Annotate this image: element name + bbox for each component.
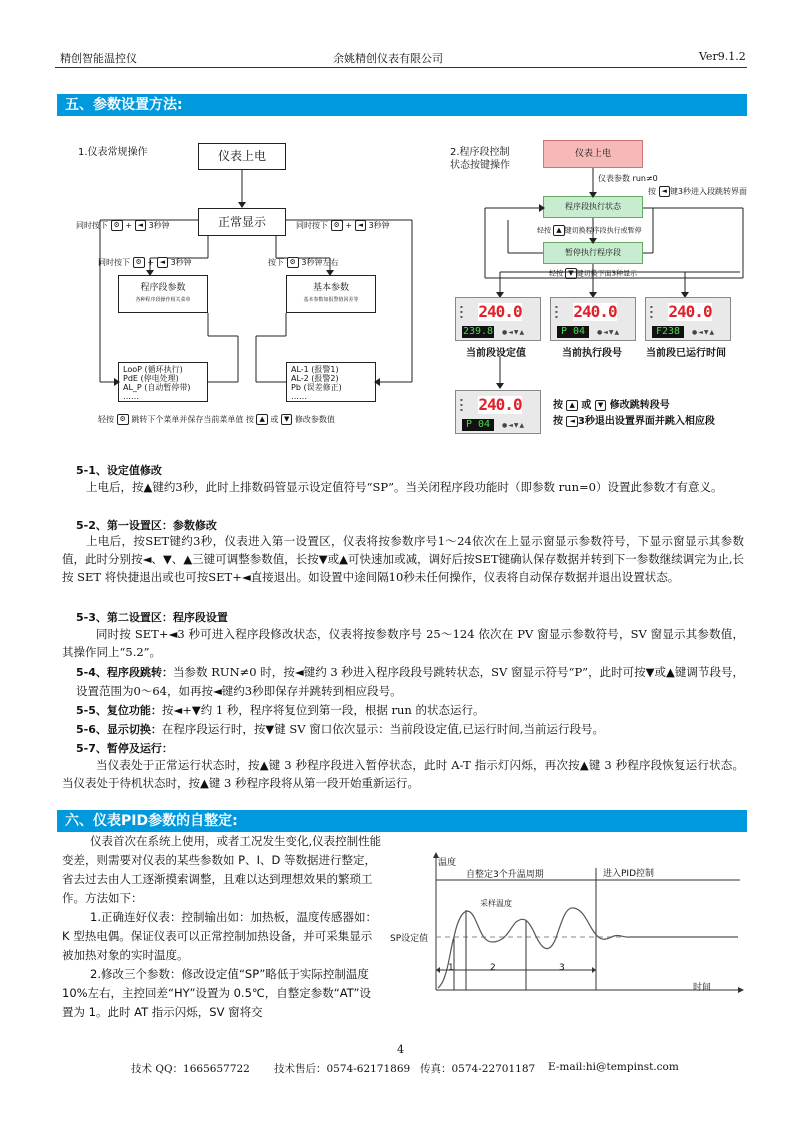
lcd-segment-top: 240.0 [573,302,617,321]
pause-state-box: 暂停执行程序段 [543,242,643,264]
lcd-elapsed-bottom: F238 [652,326,684,338]
diagram1-footer [98,414,335,425]
set-key-icon: ⚙ [287,257,299,268]
section6-title: 六、仪表PID参数的自整定: [57,810,747,832]
dim-arrow [592,967,596,973]
item-5-5-text: 按◄+▼约 1 秒，程序将复位到第一段，根据 run 的状态运行。 [161,703,485,717]
footer-support: 技术售后：0574-62171869 [274,1063,411,1075]
item-5-5 [76,701,744,720]
key-line2-a: 按 [553,416,563,427]
footer-text-b: 跳转下个菜单并保存当前菜单值 按 [131,415,254,424]
lcd-keys: ●◄▼▲ [502,329,526,336]
lcd-indicators: ▪ ▪ ▪ [650,304,653,319]
hint-mid-left: 同时按下 ⚙ + ◄ 3秒钟 [98,258,192,267]
footer-email: E-mail:hi@tempinst.com [548,1061,679,1073]
down-key-icon: ▼ [595,400,606,411]
basic-params-title: 基本参数 [312,283,349,293]
section6-p3: 2.修改三个参数：修改设定值“SP”略低于实际控制温度 10%左右，主控回差“HY”设置为 0.5℃，自整定参数“AT”设置为 1。此时 AT 指示闪烁，SV 窗将交 [62,967,371,1019]
lcd-setpoint-top: 240.0 [478,302,522,321]
key-line1-b: 或 [581,400,592,411]
chart-segment-2: 2 [490,963,496,973]
page-number: 4 [397,1043,404,1056]
set-key-icon: ⚙ [133,257,145,268]
program-list-item: AL_P (自动暂停带) [123,383,191,392]
lcd-arrow [480,355,520,395]
chart-sample-label: 采样温度 [480,899,512,908]
item-5-4-head: 5-4、程序段跳转： [76,666,174,679]
lcd-jump-bottom: P 04 [462,419,494,431]
basic-list-item: …… [291,392,307,401]
key-line-2 [553,412,715,427]
lcd-segment-bottom: P 04 [557,326,589,338]
hint-mid-right [268,257,338,268]
light-press-b: 键切换程序段执行或暂停 [564,226,642,235]
program-list-item: …… [123,392,139,401]
power-on-box-2: 仪表上电 [543,140,643,168]
basic-list-item: AL-2 (报警2) [291,374,339,383]
item-5-3-head: 5-3、第二设置区：程序段设置 [76,611,228,624]
lcd-elapsed-top: 240.0 [668,302,712,321]
light-press-a: 轻按 [537,226,551,235]
diagram1-caption: 1.仪表常规操作 [78,147,148,158]
program-list-item: PdE (停电处理) [123,374,179,383]
x-axis-arrow [738,987,744,993]
hint-right-text: 同时按下 [296,221,328,230]
item-5-1-head: 5-1、设定值修改 [76,464,162,477]
header-center: 余姚精创仪表有限公司 [333,52,443,65]
key-line1-c: 修改跳转段号 [609,400,670,411]
lcd-segment [550,297,636,341]
left-key-icon: ◄ [566,416,577,427]
set-key-icon: ⚙ [331,220,343,231]
up-key-icon: ▲ [566,400,577,411]
header-right: Ver9.1.2 [699,50,746,63]
lcd-label-elapsed: 当前段已运行时间 [646,348,726,359]
hint-left-text: 同时按下 [76,221,108,230]
chart-sp-label: SP设定值 [390,934,429,944]
basic-list-item: AL-1 (报警1) [291,365,339,374]
lcd-setpoint [455,297,541,341]
section5-title: 五、参数设置方法: [57,94,747,116]
item-5-4 [76,663,744,700]
program-params-sub: 各种程序段操作相关菜单 [135,297,191,303]
footer-text-d: 修改参数值 [294,415,335,424]
hint-mid-right-duration: 3秒钟左右 [301,258,339,267]
item-5-6-head: 5-6、显示切换： [76,723,162,736]
normal-display-box: 正常显示 [198,208,286,236]
jump-note-a: 按 [648,187,656,196]
footer-text-c: 或 [270,415,279,424]
basic-list-item: Pb (误差修正) [291,383,342,392]
chart-ylabel: 温度 [438,858,457,868]
program-list-item: LooP (循环执行) [123,365,183,374]
down-key-icon: ▼ [565,268,576,279]
header-left: 精创智能温控仪 [60,52,137,65]
hint-right-duration: 3秒钟 [368,221,390,230]
diagram2-caption-1: 2.程序段控制 [450,147,510,158]
footer-qq: 技术 QQ：1665657722 [131,1063,250,1075]
power-on-box: 仪表上电 [198,143,286,170]
section6-p2: 1.正确连好仪表：控制输出如：加热板，温度传感器如：K 型热电偶。保证仪表可以正常控制加热设备，并可采集显示被加热对象的实时温度。 [62,910,377,962]
lcd-indicators: ▪ ▪ ▪ [460,304,463,319]
item-5-3-text: 同时按 SET+◄3 秒可进入程序段修改状态，仪表将按参数序号 25～124 依次在 PV 窗显示参数符号，SV 窗显示其参数值，其操作同上“5.2”。 [62,627,744,659]
lcd-jump [455,390,541,434]
chart-xlabel: 时间 [693,983,712,993]
set-key-icon: ⚙ [111,220,123,231]
up-key-icon: ▲ [553,225,564,236]
lcd-keys: ●◄▼▲ [502,422,526,429]
chart-period-label: 自整定3个升温周期 [466,870,544,880]
key-line-1 [553,396,670,411]
item-5-4-text: 当参数 RUN≠0 时，按◄键约 3 秒进入程序段段号跳转状态，SV 窗显示符号“P”，此时可按▼或▲键调节段号，设置范围为0～64，如再按◄键约3秒即保存并跳转到相应段号。 [76,665,744,698]
key-line1-a: 按 [553,400,563,411]
hint-left-duration: 3秒钟 [148,221,170,230]
lcd-setpoint-bottom: 239.8 [462,326,494,337]
item-5-6 [76,720,744,739]
diagram1-connectors [60,140,430,430]
down-key-icon: ▼ [281,414,292,425]
item-5-1-text: 上电后，按▲键约3秒，此时上排数码管显示设定值符号“SP”。当关闭程序段功能时（即参数 run=0）设置此参数才有意义。 [86,480,723,494]
jump-note-b: 键3秒进入段跳转界面 [669,187,748,196]
item-5-6-text: 在程序段运行时，按▼键 SV 窗口依次显示：当前段设定值,已运行时间,当前运行段号。 [161,722,605,736]
dim-arrow [436,967,440,973]
footer-text-a: 轻按 [98,415,114,424]
up-key-icon: ▲ [256,414,267,425]
chart-segment-3: 3 [559,963,565,973]
hint-mid-left-text: 同时按下 [98,258,130,267]
hint-mid-right-text: 按下 [268,258,284,267]
section6-p1: 仪表首次在系统上使用，或者工况发生变化,仪表控制性能变差，则需要对仪表的某些参数如 P、I、D 等数据进行整定，省去过去由人工逐渐摸索调整，且难以达到理想效果的繁琐工作。方法如下： [62,834,382,905]
left-key-icon: ◄ [135,220,146,231]
chart-segment-1: 1 [448,963,454,973]
hint-left: 同时按下 ⚙ + ◄ 3秒钟 [76,221,170,230]
program-params-title: 程序段参数 [140,283,186,293]
lcd-label-segment: 当前执行段号 [562,348,622,359]
switch-note-a: 轻按 [549,269,563,278]
left-key-icon: ◄ [355,220,366,231]
lcd-jump-top: 240.0 [478,395,522,414]
item-5-5-head: 5-5、复位功能： [76,704,162,717]
hint-mid-left-duration: 3秒钟 [170,258,192,267]
diagram2-connectors [440,160,760,310]
lcd-elapsed [645,297,731,341]
lcd-indicators: ▪ ▪ ▪ [555,304,558,319]
header-rule [55,67,747,68]
lcd-keys: ●◄▼▲ [597,329,621,336]
sample-temperature-curve [438,908,738,988]
item-5-7-text: 当仪表处于正常运行状态时，按▲键 3 秒程序段进入暂停状态，此时 A-T 指示灯闪烁，再次按▲键 3 秒程序段恢复运行状态。当仪表处于待机状态时，按▲键 3 秒程序段将从第一段开始重新运行。 [62,758,744,790]
key-line2-b: 3秒退出设置界面并跳入相应段 [577,416,715,427]
left-key-icon: ◄ [659,186,670,197]
diagram2-caption-2: 状态按键操作 [450,160,510,171]
exec-state-box: 程序段执行状态 [543,196,643,218]
footer-fax: 传真：0574-22701187 [420,1063,536,1075]
run-note: 仪表参数 run≠0 [598,174,658,183]
basic-params-sub: 基本参数如报警值回差等 [303,297,359,303]
lcd-keys: ●◄▼▲ [692,329,716,336]
item-5-2-text: 上电后，按SET键约3秒，仪表进入第一设置区，仪表将按参数序号1～24依次在上显示窗显示参数符号，下显示窗显示其参数值，此时分别按◄、▼、▲三键可调整参数值，长按▼或▲可快速加或减，调好后按SET键确认保存数据并转到下一参数继续调完为止,长按 SET 将快捷退出或也可按SET+◄直接退出。如设置中途间隔10秒未任何操作，仪表将自动保存数据并退出设置状态。 [62,534,744,584]
hint-right: 同时按下 ⚙ + ◄ 3秒钟 [296,221,390,230]
left-key-icon: ◄ [157,257,168,268]
item-5-7-head: 5-7、暂停及运行： [76,742,173,755]
lcd-indicators: ▪ ▪ ▪ [460,397,463,412]
chart-enter-pid-label: 进入PID控制 [603,869,655,879]
lcd-label-setpoint: 当前段设定值 [466,348,526,359]
switch-note-b: 键切换下面3种显示 [576,269,638,278]
item-5-2-head: 5-2、第一设置区：参数修改 [76,519,217,532]
set-key-icon: ⚙ [117,414,129,425]
autotune-chart [388,850,748,1000]
